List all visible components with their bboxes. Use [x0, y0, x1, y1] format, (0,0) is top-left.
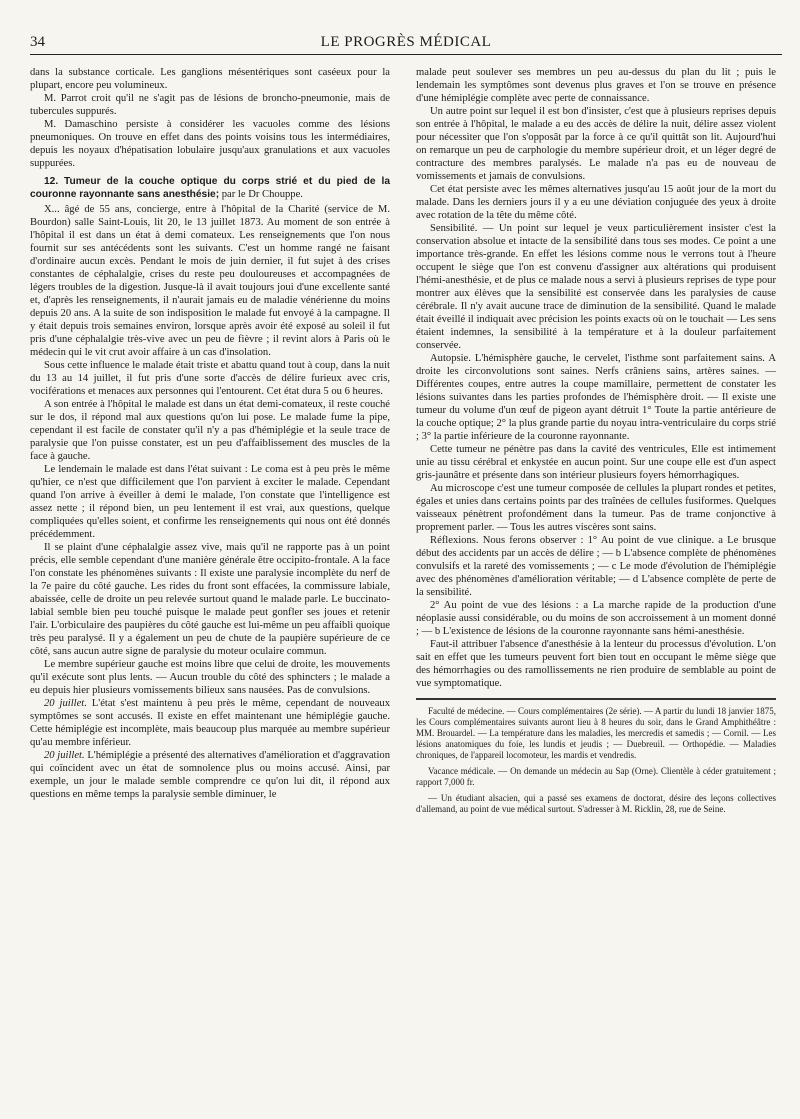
paragraph: malade peut soulever ses membres un peu au-dessus du plan du lit ; puis le lendemain les symptômes sont devenus plus graves et l'on se trouve en présence d'une hémiplégie complète avec perte de connaissance.	[416, 67, 776, 104]
case-byline: par le Dr Chouppe.	[221, 189, 303, 200]
dated-text: L'état s'est maintenu à peu près le même, cependant de nouveaux symptômes se sont accusés. Il existe en effet maintenant une hémiplégie gauche. Cette hémiplégie est incomplète, mais beaucoup plus marquée au membre supérieur qu'au membre inférieur.	[30, 698, 390, 748]
paragraph: Sensibilité. — Un point sur lequel je veux particulièrement insister c'est la conservation absolue et intacte de la sensibilité dans tous ses modes. Ce point a une importance très-grande. En effet les lésions comme nous le verrons tout à l'heure occupent le siège que l'on est convenu d'assigner aux altérations qui produisent l'hémi-anesthésie, et de plus ce malade nous a servi à plusieurs reprises de type pour montrer aux élèves que la sensibilité est conservée dans les paralysies de cause cérébrale. Il n'y avait aucune trace de diminution de la sensibilité. Quand le malade était éveillé il indiquait avec précision les points exacts où on le touchait — Les sens étaient indemnes, la sensibilité à la température et à la douleur parfaitement conservée.	[416, 223, 776, 351]
left-column	[30, 66, 390, 801]
paragraph: Faut-il attribuer l'absence d'anesthésie à la lenteur du processus d'évolution. L'on sait en effet que les tumeurs peuvent fort bien tout en occupant le même siège que des hémorrhagies ou des ramollissements ne rien produire de semblable au point de vue symptomatique.	[416, 639, 776, 689]
note-item: Faculté de médecine. — Cours complémentaires (2e série). — A partir du lundi 18 janvier 1875, les Cours complémentaires suivants auront lieu à 8 heures du soir, dans le Grand Amphithéâtre : MM. Brouardel. — La température dans les maladies, les mercredis et samedis ; — Cornil. — Les lésions anatomiques du foie, les lundis et jeudis ; — Duebreuil. — Orthopédie. — Maladies chroniques, de l'appareil locomoteur, les mardis et vendredis.	[416, 706, 776, 760]
date-label: 20 juillet.	[44, 698, 87, 709]
paragraph: Le lendemain le malade est dans l'état suivant : Le coma est à peu près le même qu'hier, ce n'est que difficilement que l'on parvient à exciter le malade. Cependant quand l'on arrive à éveiller à demi le malade, l'on constate que l'intelligence est assez nette ; il répond bien, un peu lentement il est vrai, aux questions, quelque compliquées qu'elles soient, et confirme les renseignements qui nous ont été donnés précédemment.	[30, 464, 390, 540]
paragraph: Autopsie. L'hémisphère gauche, le cervelet, l'isthme sont parfaitement sains. A droite les circonvolutions sont saines. Nerfs crâniens sains, artères saines. — Différentes coupes, entre autres la coupe mamillaire, permettent de constater les lésions suivantes dans les parties profondes de l'hémisphère droit. — Il existe une tumeur du volume d'un œuf de pigeon ayant détruit 1° Toute la partie antérieure de la couche optique; 2° la plus grande partie du noyau intra-ventriculaire du corps strié ; 3° la partie inférieure de la couronne rayonnante.	[416, 353, 776, 442]
paragraph: Cette tumeur ne pénètre pas dans la cavité des ventricules, Elle est intimement unie au tissu cérébral et enkystée en aucun point. Sur une coupe elle est d'un aspect gris-jaunâtre et présente dans son intérieur plusieurs foyers hémorrhagiques.	[416, 444, 776, 481]
right-column	[416, 66, 776, 820]
notes-divider	[416, 698, 776, 700]
paragraph: Au microscope c'est une tumeur composée de cellules la plupart rondes et petites, égales et unies dans certains points par des traînées de cellules fusiformes. Quelques vaisseaux pénètrent profondément dans la tumeur. Pas de trame conjonctive à proprement parler. — Tous les autres viscères sont sains.	[416, 483, 776, 533]
case-heading: Tumeur de la couche optique du corps strié et du pied de la couronne rayonnante sans anesthésie;	[30, 176, 390, 200]
dated-text: L'hémiplégie a présenté des alternatives d'amélioration et d'aggravation qui coïncident avec un état de somnolence plus ou moins accusé. Ainsi, par exemple, un jour le malade semble comprendre ce qu'on lui dit, il répond aux questions en même temps la paralysie semble diminuer, le	[30, 750, 390, 800]
paragraph: A son entrée à l'hôpital le malade est dans un état demi-comateux, il reste couché sur le dos, il répond mal aux questions qu'on lui pose. Le malade fume la pipe, cependant il est facile de constater qu'il n'y a pas d'hémiplégie et la seule trace de paralysie que l'on puisse constater, est un peu d'affaiblissement des muscles de la face à gauche.	[30, 399, 390, 462]
notes-section	[416, 706, 776, 815]
paragraph: Cet état persiste avec les mêmes alternatives jusqu'au 15 août jour de la mort du malade. Dans les derniers jours il y a eu une déviation conjuguée des yeux à droite avec rotation de la tête du même côté.	[416, 184, 776, 221]
case-title	[30, 175, 390, 201]
paragraph: M. Parrot croit qu'il ne s'agit pas de lésions de broncho-pneumonie, mais de tubercules suppurés.	[30, 93, 390, 117]
dated-paragraph	[30, 749, 390, 801]
case-number: 12.	[44, 176, 59, 187]
note-item: Vacance médicale. — On demande un médecin au Sap (Orne). Clientèle à céder gratuitement ; rapport 7,000 fr.	[416, 766, 776, 787]
paragraph: Un autre point sur lequel il est bon d'insister, c'est que à plusieurs reprises depuis son entrée à l'hôpital, le malade a eu des accès de délire la nuit, délire assez violent pour nécessiter que l'on s'opposât par la force à ce qu'il quittât son lit. Aujourd'hui on remarque un peu de carphologie du membre supérieur droit, et un léger degré de contracture des membres paralysés. Le malade n'a pas eu de nouveau de vomissements et jamais de convulsions.	[416, 106, 776, 182]
paragraph: Le membre supérieur gauche est moins libre que celui de droite, les mouvements qu'il exécute sont plus lents. — Aucun trouble du côté des sphincters ; le malade a eu depuis hier plusieurs vomissements bilieux sans nausées. Pas de convulsions.	[30, 659, 390, 696]
dated-paragraph	[30, 697, 390, 749]
paragraph: dans la substance corticale. Les ganglions mésentériques sont caséeux pour la plupart, encore peu volumineux.	[30, 67, 390, 91]
paragraph: M. Damaschino persiste à considérer les vacuoles comme des lésions pneumoniques. On trouve en effet dans des points voisins tous les intermédiaires, depuis les noyaux d'hépatisation lobulaire jusqu'aux granulations et aux vacuoles suppurées.	[30, 119, 390, 169]
date-label: 20 juillet.	[44, 750, 85, 761]
paragraph: Réflexions. Nous ferons observer : 1° Au point de vue clinique. a Le brusque début des accidents par un accès de délire ; — b L'absence complète de phénomènes convulsifs et la rareté des vomissements ; — c Le mode d'évolution de l'hémiplégie avec des phénomènes d'amélioration véritable; — d L'absence complète de perte de la sensibilité.	[416, 535, 776, 598]
page-number: 34	[30, 34, 45, 50]
paragraph: Sous cette influence le malade était triste et abattu quand tout à coup, dans la nuit du 13 au 14 juillet, il fut pris d'une sorte d'accès de délire furieux avec cris, vociférations et menaces aux personnes qui l'entourent. Cet état dura 5 ou 6 heures.	[30, 360, 390, 397]
paragraph: Il se plaint d'une céphalalgie assez vive, mais qu'il ne rapporte pas à un point précis, elle semble cependant d'une manière générale être occipito-frontale. A la face l'on constate les phénomènes suivants : Il existe une paralysie incomplète du nerf de la 7e paire du côté gauche. Les rides du front sont effacées, la commissure labiale, abaissée, celle de droite un peu relevée surtout quand le malade parle. Le buccinato-labial semble bien peu touché puisque le malade peut gonfler ses joues et retenir l'air. L'orbiculaire des paupières du côté gauche est lui-même un peu affaibli quoique très peu paralysé. Il y a également un peu de chute de la paupière supérieure de ce côté, sans aucun autre signe de paralysie du moteur oculaire commun.	[30, 542, 390, 657]
journal-page	[30, 30, 782, 1105]
paragraph: 2° Au point de vue des lésions : a La marche rapide de la production d'une néoplasie aussi considérable, ou du moins de son accroissement à un moment donné ; — b L'existence de lésions de la couronne rayonnante sans hémi-anesthésie.	[416, 600, 776, 637]
paragraph: X... âgé de 55 ans, concierge, entre à l'hôpital de la Charité (service de M. Bourdon) salle Saint-Louis, lit 20, le 13 juillet 1873. Au moment de son entrée à l'hôpital il est dans un état à demi comateux. Les renseignements que l'on nous fournit sur ses antécédents sont les suivants. C'est un homme rangé ne faisant d'ordinaire aucun excès. Pendant le mois de juin dernier, il fut sujet à des crises constantes de céphalalgie, crises du reste peu douloureuses et accompagnées de légers troubles de la digestion. Jusque-là il avait toujours joui d'une excellente santé et, d'après les renseignements, il n'aurait jamais eu de maladie vénérienne du moins depuis 20 ans. A la suite de son indisposition le malade fut envoyé à la campagne. Il y était depuis trois semaines environ, lorsque après avoir été exposé au soleil il fut pris d'une céphalalgie très-vive avec un peu de fièvre ; il revint alors à Paris où le médecin qui le vit crut avoir affaire à un cas d'insolation.	[30, 204, 390, 358]
journal-title: LE PROGRÈS MÉDICAL	[320, 34, 492, 50]
note-item: — Un étudiant alsacien, qui a passé ses examens de doctorat, désire des leçons collectives d'allemand, au point de vue médical surtout. S'adresser à M. Ricklin, 28, rue de Seine.	[416, 793, 776, 814]
page-header	[30, 30, 782, 55]
